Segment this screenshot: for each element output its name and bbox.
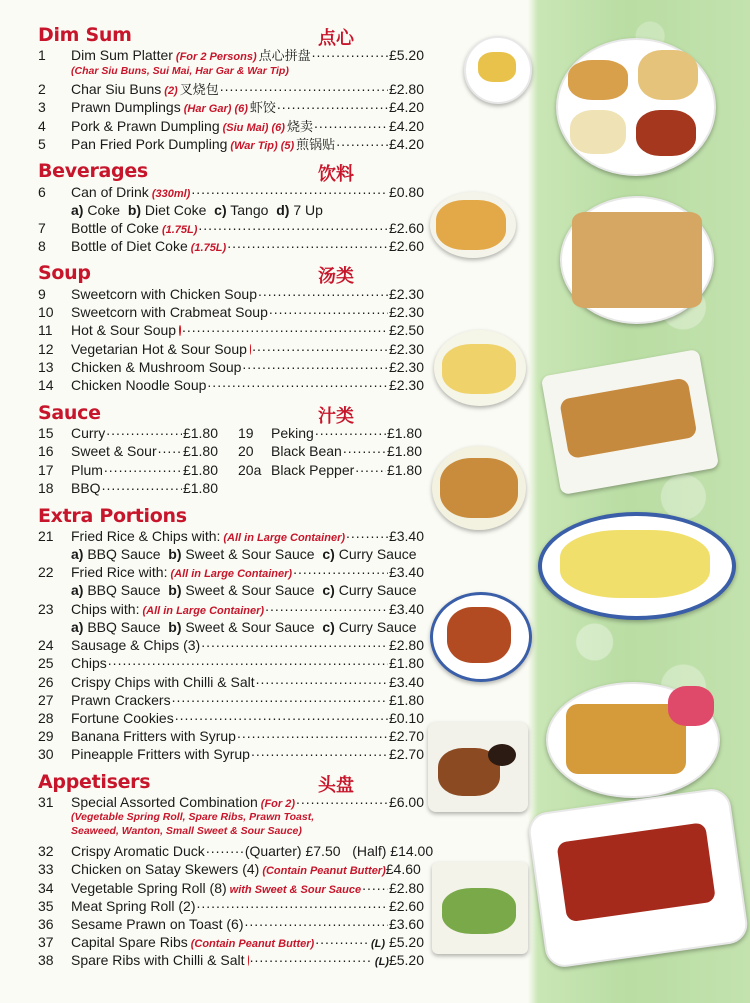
menu-item: 4 Pork & Prawn Dumpling (Siu Mai) (6) 烧卖 ..... £4.20 (38, 117, 424, 135)
menu-item: 36 Sesame Prawn on Toast (6) ..... £3.60 (38, 915, 424, 933)
section-title-beverages-cn: 饮料 (318, 164, 354, 185)
section-title-extra-portions: Extra Portions (38, 505, 187, 527)
menu-item: 11 Hot & Sour Soup ..... £2.50 (38, 321, 424, 339)
menu-item: 12 Vegetarian Hot & Sour Soup ..... £2.30 (38, 340, 424, 358)
menu-item: 8 Bottle of Diet Coke (1.75L) ..... £2.60 (38, 237, 424, 255)
menu-item: 17 Plum ..... £1.80 (38, 461, 218, 479)
menu-item: 24 Sausage & Chips (3) ..... £2.80 (38, 636, 424, 654)
menu-item: 34 Vegetable Spring Roll (8) with Sweet & Sour Sauce ..... £2.80 (38, 879, 424, 897)
menu-item: 2 Char Siu Buns (2) 叉烧包 ..... £2.80 (38, 80, 424, 98)
salad-photo (432, 862, 528, 954)
item-description: Seaweed, Wanton, Small Sweet & Sour Sauce) (71, 825, 302, 837)
noodles-photo (432, 446, 526, 530)
spare-ribs-photo (526, 787, 750, 970)
shredded-beef-photo (430, 592, 532, 682)
prawn-balls-photo (430, 192, 516, 258)
menu-item: 27 Prawn Crackers ..... £1.80 (38, 691, 424, 709)
menu-item: 31 Special Assorted Combination (For 2) ..... £6.00 (38, 793, 424, 811)
menu-item: 25 Chips ..... £1.80 (38, 654, 424, 672)
sauce-options: a) BBQ Sauce b) Sweet & Sour Sauce c) Curry Sauce (71, 582, 417, 598)
menu-item: 5 Pan Fried Pork Dumpling (War Tip) (5) 煎锅贴 ..... £4.20 (38, 135, 424, 153)
sesame-toast-photo (560, 196, 714, 324)
menu-item: 19 Peking ..... £1.80 (238, 424, 422, 442)
menu-item: 23 Chips with: (All in Large Container) ..... £3.40 (38, 600, 424, 618)
section-title-sauce: Sauce (38, 402, 101, 424)
menu-item: 16 Sweet & Sour ..... £1.80 (38, 442, 218, 460)
menu-item: 22 Fried Rice with: (All in Large Container) ..... £3.40 (38, 563, 424, 581)
section-title-sauce-cn: 汁类 (318, 406, 354, 427)
section-title-soup-cn: 汤类 (318, 266, 354, 287)
section-title-dim-sum: Dim Sum (38, 24, 132, 46)
drink-options: a) Coke b) Diet Coke c) Tango d) 7 Up (71, 202, 323, 218)
chili-icon (179, 325, 181, 336)
menu-item: 3 Prawn Dumplings (Har Gar) (6) 虾饺 ..... £4.20 (38, 98, 424, 116)
menu-item: 1 Dim Sum Platter (For 2 Persons) 点心拼盘 ..... £5.20 (38, 46, 424, 64)
menu-item: 21 Fried Rice & Chips with: (All in Large Container) ..... £3.40 (38, 527, 424, 545)
menu-item: 29 Banana Fritters with Syrup ..... £2.70 (38, 727, 424, 745)
menu-item: 10 Sweetcorn with Crabmeat Soup ..... £2.30 (38, 303, 424, 321)
soup-bowl-photo (464, 36, 532, 104)
menu-item: 6 Can of Drink (330ml) ..... £0.80 (38, 183, 424, 201)
menu-item: 28 Fortune Cookies ..... £0.10 (38, 709, 424, 727)
decorative-food-strip (428, 0, 750, 1003)
sauce-options: a) BBQ Sauce b) Sweet & Sour Sauce c) Curry Sauce (71, 546, 417, 562)
menu-item: 35 Meat Spring Roll (2) ..... £2.60 (38, 897, 424, 915)
section-title-appetisers-cn: 头盘 (318, 775, 354, 796)
menu-item: 33 Chicken on Satay Skewers (4) (Contain Peanut Butter) £4.60 (38, 861, 421, 877)
menu-item: 32 Crispy Aromatic Duck ..... (Quarter) £7.50 (Half) £14.00 (38, 842, 424, 860)
item-description: (Char Siu Buns, Sui Mai, Har Gar & War Tip) (71, 65, 289, 77)
chili-icon (250, 344, 251, 355)
menu-item: 13 Chicken & Mushroom Soup ..... £2.30 (38, 358, 424, 376)
menu-item: 7 Bottle of Coke (1.75L) ..... £2.60 (38, 219, 424, 237)
spring-rolls-photo (546, 682, 720, 798)
dim-sum-platter-photo (556, 38, 716, 176)
menu-item: 30 Pineapple Fritters with Syrup ..... £2.70 (38, 745, 424, 763)
menu-item: 14 Chicken Noodle Soup ..... £2.30 (38, 376, 424, 394)
section-title-appetisers: Appetisers (38, 771, 151, 793)
menu-item: 37 Capital Spare Ribs (Contain Peanut Butter) ..... (L) £5.20 (38, 933, 424, 951)
sauce-options: a) BBQ Sauce b) Sweet & Sour Sauce c) Curry Sauce (71, 619, 417, 635)
crispy-duck-photo (428, 722, 528, 812)
section-title-soup: Soup (38, 262, 91, 284)
menu-item: 20a Black Pepper ..... £1.80 (238, 461, 422, 479)
item-description: (Vegetable Spring Roll, Spare Ribs, Prawn Toast, (71, 811, 315, 823)
chili-icon (248, 955, 249, 966)
omelette-photo (538, 512, 736, 620)
menu-item: 9 Sweetcorn with Chicken Soup ..... £2.30 (38, 285, 424, 303)
lemon-chicken-photo (434, 330, 526, 406)
menu-item: 26 Crispy Chips with Chilli & Salt ..... £3.40 (38, 673, 424, 691)
menu-item: 38 Spare Ribs with Chilli & Salt ..... (L) £5.20 (38, 951, 424, 969)
menu-item: 18 BBQ ..... £1.80 (38, 479, 218, 497)
menu-item: 20 Black Bean ..... £1.80 (238, 442, 422, 460)
section-title-beverages: Beverages (38, 160, 148, 182)
menu-item: 15 Curry ..... £1.80 (38, 424, 218, 442)
section-title-dim-sum-cn: 点心 (318, 28, 354, 49)
